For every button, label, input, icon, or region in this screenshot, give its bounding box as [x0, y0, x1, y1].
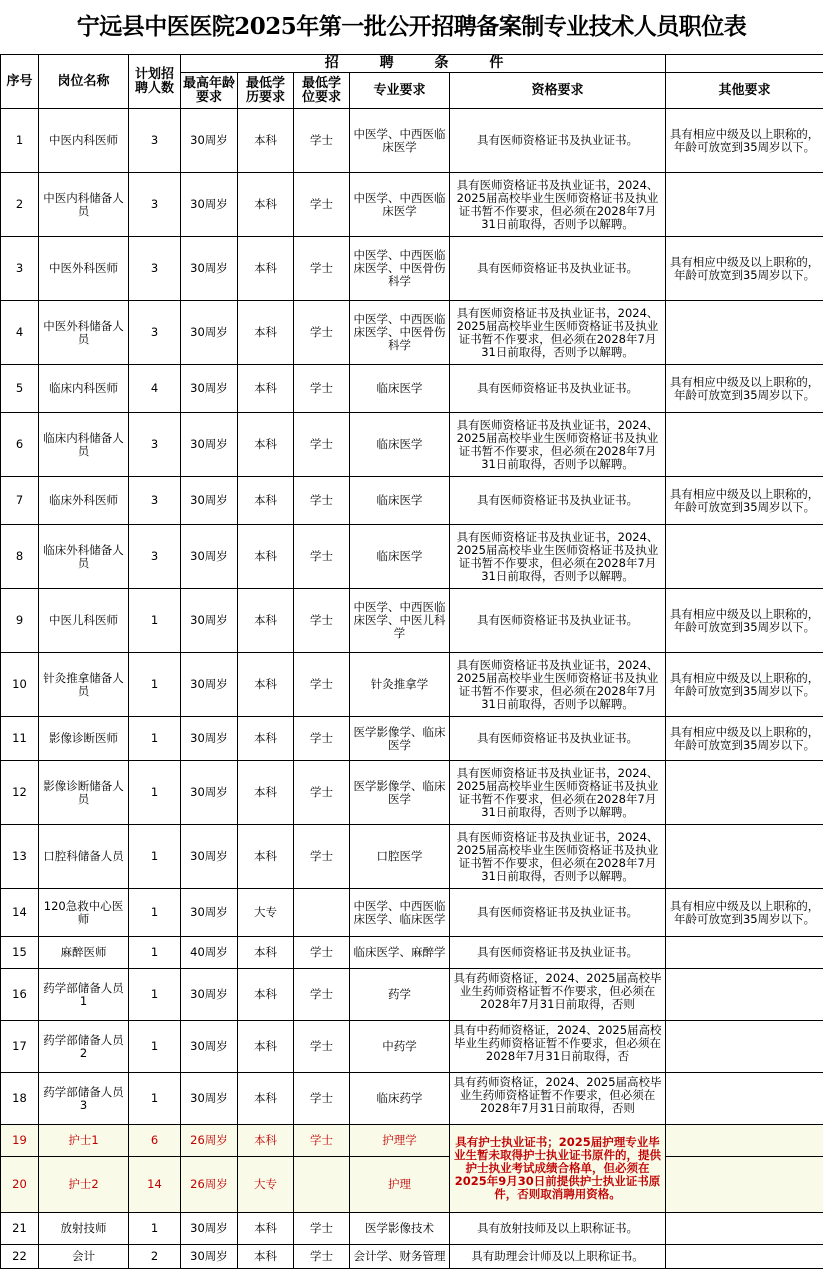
table-row [1, 1245, 823, 1269]
cell-edu: 本科 [238, 173, 294, 237]
cell-edu: 本科 [238, 1125, 294, 1157]
cell-position: 放射技师 [39, 1213, 129, 1245]
cell-count: 2 [129, 1245, 181, 1269]
cell-major: 医学影像技术 [350, 1213, 450, 1245]
cell-major: 针灸推拿学 [350, 653, 450, 717]
cell-count: 1 [129, 969, 181, 1021]
cell-age: 26周岁 [181, 1125, 238, 1157]
cell-major: 护理学 [350, 1125, 450, 1157]
cell-count: 1 [129, 825, 181, 889]
cell-major: 中医学、中西医临床医学、中医骨伤科学 [350, 301, 450, 365]
table-row [1, 1073, 823, 1125]
cell-other: 具有相应中级及以上职称的，年龄可放宽到35周岁以下。 [666, 589, 823, 653]
cell-position: 中医儿科医师 [39, 589, 129, 653]
cell-other: 具有相应中级及以上职称的，年龄可放宽到35周岁以下。 [666, 109, 823, 173]
cell-count: 3 [129, 477, 181, 525]
cell-age: 30周岁 [181, 237, 238, 301]
cell-other [666, 173, 823, 237]
cell-major: 护理 [350, 1157, 450, 1213]
cell-age: 30周岁 [181, 1245, 238, 1269]
cell-major: 中医学、中西医临床医学、临床医学 [350, 889, 450, 937]
table-row [1, 889, 823, 937]
table-row [1, 301, 823, 365]
cell-age: 30周岁 [181, 825, 238, 889]
cell-qual: 具有医师资格证书及执业证书，2024、2025届高校毕业生医师资格证书及执业证书暂不作要求，但必须在2028年7月31日前取得，否则予以解聘。 [450, 825, 666, 889]
cell-age: 40周岁 [181, 937, 238, 969]
cell-major: 临床医学、麻醉学 [350, 937, 450, 969]
cell-degree: 学士 [294, 589, 350, 653]
cell-qual: 具有护士执业证书；2025届护理专业毕业生暂未取得护士执业证书原件的，提供护士执业考试成绩合格单，但必须在2025年9月30日前提供护士执业证书原件，否则取消聘用资格。 [450, 1125, 666, 1213]
table-row [1, 825, 823, 889]
cell-age: 30周岁 [181, 109, 238, 173]
cell-qual: 具有医师资格证书及执业证书。 [450, 589, 666, 653]
header-qual: 资格要求 [450, 73, 666, 109]
cell-edu: 本科 [238, 969, 294, 1021]
table-row [1, 237, 823, 301]
cell-seq: 3 [1, 237, 39, 301]
cell-seq: 15 [1, 937, 39, 969]
cell-edu: 大专 [238, 889, 294, 937]
cell-position: 临床内科医师 [39, 365, 129, 413]
cell-edu: 本科 [238, 301, 294, 365]
cell-count: 1 [129, 889, 181, 937]
cell-position: 药学部储备人员3 [39, 1073, 129, 1125]
table-row [1, 525, 823, 589]
cell-degree: 学士 [294, 301, 350, 365]
cell-edu: 本科 [238, 1021, 294, 1073]
cell-seq: 17 [1, 1021, 39, 1073]
cell-edu: 本科 [238, 1213, 294, 1245]
cell-position: 临床外科储备人员 [39, 525, 129, 589]
cell-count: 1 [129, 1021, 181, 1073]
cell-age: 30周岁 [181, 653, 238, 717]
table-row [1, 653, 823, 717]
cell-degree: 学士 [294, 1021, 350, 1073]
cell-count: 4 [129, 365, 181, 413]
cell-seq: 20 [1, 1157, 39, 1213]
header-seq: 序号 [1, 55, 39, 109]
cell-seq: 8 [1, 525, 39, 589]
cell-edu: 本科 [238, 525, 294, 589]
cell-other [666, 1245, 823, 1269]
cell-seq: 21 [1, 1213, 39, 1245]
cell-major: 医学影像学、临床医学 [350, 717, 450, 761]
cell-count: 1 [129, 653, 181, 717]
cell-qual: 具有医师资格证书及执业证书，2024、2025届高校毕业生医师资格证书及执业证书暂不作要求，但必须在2028年7月31日前取得，否则予以解聘。 [450, 653, 666, 717]
cell-count: 3 [129, 525, 181, 589]
cell-qual: 具有医师资格证书及执业证书。 [450, 365, 666, 413]
cell-qual: 具有药师资格证，2024、2025届高校毕业生药师资格证暂不作要求，但必须在2028年7月31日前取得，否则 [450, 1073, 666, 1125]
cell-other [666, 825, 823, 889]
cell-position: 中医内科储备人员 [39, 173, 129, 237]
cell-degree: 学士 [294, 969, 350, 1021]
cell-position: 影像诊断医师 [39, 717, 129, 761]
cell-edu: 本科 [238, 477, 294, 525]
cell-degree: 学士 [294, 1125, 350, 1157]
cell-edu: 本科 [238, 109, 294, 173]
header-age: 最高年龄要求 [181, 73, 238, 109]
cell-other [666, 1157, 823, 1213]
cell-major: 中医学、中西医临床医学 [350, 109, 450, 173]
cell-degree: 学士 [294, 477, 350, 525]
cell-count: 3 [129, 173, 181, 237]
cell-count: 3 [129, 237, 181, 301]
cell-edu: 本科 [238, 937, 294, 969]
cell-edu: 本科 [238, 237, 294, 301]
cell-seq: 14 [1, 889, 39, 937]
cell-seq: 2 [1, 173, 39, 237]
cell-age: 30周岁 [181, 717, 238, 761]
header-blank [666, 55, 823, 73]
cell-edu: 本科 [238, 653, 294, 717]
cell-degree: 学士 [294, 525, 350, 589]
cell-edu: 本科 [238, 589, 294, 653]
page-title: 宁远县中医医院2025年第一批公开招聘备案制专业技术人员职位表 [0, 0, 823, 54]
cell-edu: 本科 [238, 1245, 294, 1269]
table-row [1, 1125, 823, 1157]
cell-age: 30周岁 [181, 1021, 238, 1073]
table-row [1, 413, 823, 477]
cell-degree: 学士 [294, 717, 350, 761]
cell-seq: 10 [1, 653, 39, 717]
cell-other [666, 761, 823, 825]
cell-count: 6 [129, 1125, 181, 1157]
cell-edu: 本科 [238, 717, 294, 761]
cell-degree [294, 1157, 350, 1213]
cell-seq: 11 [1, 717, 39, 761]
cell-count: 3 [129, 413, 181, 477]
cell-other [666, 301, 823, 365]
cell-degree: 学士 [294, 413, 350, 477]
cell-major: 中医学、中西医临床医学、中医儿科学 [350, 589, 450, 653]
cell-position: 药学部储备人员1 [39, 969, 129, 1021]
cell-seq: 7 [1, 477, 39, 525]
cell-qual: 具有医师资格证书及执业证书，2024、2025届高校毕业生医师资格证书及执业证书暂不作要求，但必须在2028年7月31日前取得，否则予以解聘。 [450, 173, 666, 237]
cell-seq: 18 [1, 1073, 39, 1125]
cell-qual: 具有医师资格证书及执业证书。 [450, 109, 666, 173]
cell-qual: 具有中药师资格证，2024、2025届高校毕业生药师资格证暂不作要求，但必须在2028年7月31日前取得，否 [450, 1021, 666, 1073]
cell-degree: 学士 [294, 109, 350, 173]
cell-qual: 具有医师资格证书及执业证书，2024、2025届高校毕业生医师资格证书及执业证书暂不作要求，但必须在2028年7月31日前取得，否则予以解聘。 [450, 525, 666, 589]
table-row [1, 1213, 823, 1245]
cell-degree: 学士 [294, 1073, 350, 1125]
cell-major: 药学 [350, 969, 450, 1021]
cell-age: 30周岁 [181, 761, 238, 825]
cell-major: 中药学 [350, 1021, 450, 1073]
header-major: 专业要求 [350, 73, 450, 109]
cell-other [666, 1021, 823, 1073]
cell-edu: 本科 [238, 413, 294, 477]
cell-position: 中医外科医师 [39, 237, 129, 301]
cell-other [666, 937, 823, 969]
cell-qual: 具有医师资格证书及执业证书。 [450, 717, 666, 761]
cell-seq: 9 [1, 589, 39, 653]
cell-age: 30周岁 [181, 1213, 238, 1245]
cell-degree [294, 889, 350, 937]
table-row [1, 589, 823, 653]
cell-other [666, 1125, 823, 1157]
header-conditions: 招 聘 条 件 [181, 55, 666, 73]
cell-count: 3 [129, 109, 181, 173]
cell-qual: 具有医师资格证书及执业证书，2024、2025届高校毕业生医师资格证书及执业证书暂不作要求，但必须在2028年7月31日前取得，否则予以解聘。 [450, 413, 666, 477]
cell-position: 120急救中心医师 [39, 889, 129, 937]
header-degree: 最低学位要求 [294, 73, 350, 109]
cell-major: 中医学、中西医临床医学 [350, 173, 450, 237]
cell-position: 口腔科储备人员 [39, 825, 129, 889]
cell-other: 具有相应中级及以上职称的，年龄可放宽到35周岁以下。 [666, 717, 823, 761]
cell-degree: 学士 [294, 173, 350, 237]
cell-age: 30周岁 [181, 365, 238, 413]
cell-count: 1 [129, 717, 181, 761]
cell-other: 具有相应中级及以上职称的，年龄可放宽到35周岁以下。 [666, 889, 823, 937]
cell-age: 30周岁 [181, 1073, 238, 1125]
cell-edu: 本科 [238, 365, 294, 413]
cell-position: 会计 [39, 1245, 129, 1269]
cell-position: 护士1 [39, 1125, 129, 1157]
cell-qual: 具有医师资格证书及执业证书，2024、2025届高校毕业生医师资格证书及执业证书暂不作要求，但必须在2028年7月31日前取得，否则予以解聘。 [450, 301, 666, 365]
cell-count: 1 [129, 937, 181, 969]
cell-major: 临床医学 [350, 365, 450, 413]
cell-count: 1 [129, 1073, 181, 1125]
cell-seq: 13 [1, 825, 39, 889]
cell-seq: 12 [1, 761, 39, 825]
cell-other [666, 413, 823, 477]
cell-degree: 学士 [294, 1213, 350, 1245]
cell-seq: 22 [1, 1245, 39, 1269]
cell-qual: 具有助理会计师及以上职称证书。 [450, 1245, 666, 1269]
cell-qual: 具有医师资格证书及执业证书。 [450, 889, 666, 937]
cell-count: 14 [129, 1157, 181, 1213]
cell-count: 1 [129, 761, 181, 825]
cell-qual: 具有放射技师及以上职称证书。 [450, 1213, 666, 1245]
cell-other: 具有相应中级及以上职称的，年龄可放宽到35周岁以下。 [666, 653, 823, 717]
table-row [1, 173, 823, 237]
cell-major: 临床医学 [350, 413, 450, 477]
table-row [1, 1157, 823, 1213]
cell-position: 临床外科医师 [39, 477, 129, 525]
cell-major: 中医学、中西医临床医学、中医骨伤科学 [350, 237, 450, 301]
cell-degree: 学士 [294, 937, 350, 969]
cell-position: 中医外科储备人员 [39, 301, 129, 365]
cell-qual: 具有医师资格证书及执业证书。 [450, 237, 666, 301]
cell-degree: 学士 [294, 237, 350, 301]
table-row [1, 717, 823, 761]
cell-edu: 本科 [238, 1073, 294, 1125]
cell-age: 30周岁 [181, 173, 238, 237]
cell-other: 具有相应中级及以上职称的，年龄可放宽到35周岁以下。 [666, 365, 823, 413]
table-row [1, 761, 823, 825]
header-edu: 最低学历要求 [238, 73, 294, 109]
table-row [1, 365, 823, 413]
cell-degree: 学士 [294, 1245, 350, 1269]
cell-position: 护士2 [39, 1157, 129, 1213]
cell-position: 中医内科医师 [39, 109, 129, 173]
cell-edu: 本科 [238, 825, 294, 889]
cell-edu: 本科 [238, 761, 294, 825]
cell-age: 30周岁 [181, 413, 238, 477]
cell-age: 30周岁 [181, 525, 238, 589]
cell-age: 30周岁 [181, 589, 238, 653]
cell-seq: 6 [1, 413, 39, 477]
cell-major: 医学影像学、临床医学 [350, 761, 450, 825]
header-count: 计划招聘人数 [129, 55, 181, 109]
cell-count: 1 [129, 1213, 181, 1245]
cell-degree: 学士 [294, 653, 350, 717]
table-row [1, 477, 823, 525]
cell-major: 临床药学 [350, 1073, 450, 1125]
cell-qual: 具有医师资格证书及执业证书。 [450, 937, 666, 969]
cell-age: 30周岁 [181, 301, 238, 365]
cell-other [666, 1213, 823, 1245]
cell-age: 30周岁 [181, 889, 238, 937]
cell-degree: 学士 [294, 825, 350, 889]
cell-seq: 5 [1, 365, 39, 413]
cell-position: 药学部储备人员2 [39, 1021, 129, 1073]
cell-position: 影像诊断储备人员 [39, 761, 129, 825]
cell-age: 30周岁 [181, 969, 238, 1021]
cell-other [666, 969, 823, 1021]
cell-qual: 具有医师资格证书及执业证书。 [450, 477, 666, 525]
table-body [1, 109, 823, 1269]
cell-qual: 具有药师资格证，2024、2025届高校毕业生药师资格证暂不作要求，但必须在2028年7月31日前取得，否则 [450, 969, 666, 1021]
table-row [1, 1021, 823, 1073]
table-row [1, 937, 823, 969]
cell-seq: 16 [1, 969, 39, 1021]
cell-degree: 学士 [294, 365, 350, 413]
cell-seq: 1 [1, 109, 39, 173]
table-row [1, 969, 823, 1021]
cell-qual: 具有医师资格证书及执业证书，2024、2025届高校毕业生医师资格证书及执业证书暂不作要求，但必须在2028年7月31日前取得，否则予以解聘。 [450, 761, 666, 825]
cell-major: 口腔医学 [350, 825, 450, 889]
cell-count: 1 [129, 589, 181, 653]
cell-age: 26周岁 [181, 1157, 238, 1213]
cell-age: 30周岁 [181, 477, 238, 525]
cell-edu: 大专 [238, 1157, 294, 1213]
cell-other: 具有相应中级及以上职称的，年龄可放宽到35周岁以下。 [666, 477, 823, 525]
cell-seq: 19 [1, 1125, 39, 1157]
cell-other [666, 1073, 823, 1125]
cell-major: 会计学、财务管理 [350, 1245, 450, 1269]
cell-major: 临床医学 [350, 477, 450, 525]
cell-position: 临床内科储备人员 [39, 413, 129, 477]
cell-position: 针灸推拿储备人员 [39, 653, 129, 717]
cell-other [666, 525, 823, 589]
table-row [1, 109, 823, 173]
cell-count: 3 [129, 301, 181, 365]
cell-other: 具有相应中级及以上职称的，年龄可放宽到35周岁以下。 [666, 237, 823, 301]
cell-position: 麻醉医师 [39, 937, 129, 969]
header-position: 岗位名称 [39, 55, 129, 109]
cell-seq: 4 [1, 301, 39, 365]
table-header [1, 55, 823, 109]
positions-table [0, 54, 823, 1269]
header-other: 其他要求 [666, 73, 823, 109]
cell-major: 临床医学 [350, 525, 450, 589]
cell-degree: 学士 [294, 761, 350, 825]
